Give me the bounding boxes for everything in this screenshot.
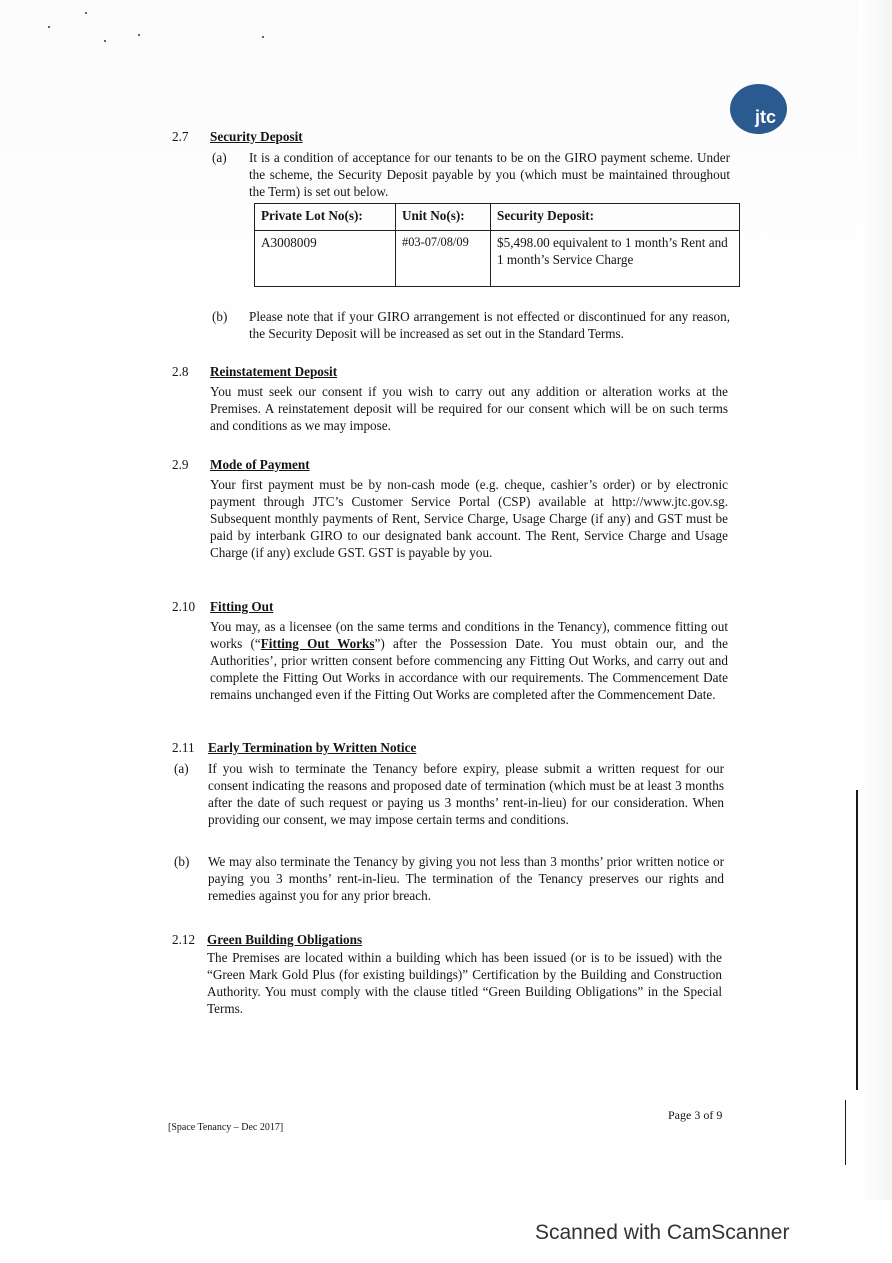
sheet-edge-shadow: [858, 0, 892, 1200]
jtc-logo-text: jtc: [754, 107, 776, 127]
clause-text: Please note that if your GIRO arrangement is not effected or discontinued for any reason, the Security Deposit will be increased as set out in the Standard Terms.: [249, 309, 730, 341]
camscanner-watermark: Scanned with CamScanner: [535, 1221, 790, 1244]
clause-marker: (b): [174, 854, 190, 869]
text-part: You may, as a licensee (on the same terms and conditions in the Tenancy), commence fitting out works (“: [210, 619, 728, 651]
clause-marker: (a): [174, 761, 189, 776]
clause-text: If you wish to terminate the Tenancy before expiry, please submit a written request for our consent indicating the reasons and proposed date of termination (which must be at least 3 months after the date of such request or paying us 3 months’ rent-in-lieu) for our consideration. When providing our consent, we may impose certain terms and conditions.: [208, 761, 724, 827]
section-number: 2.9: [172, 457, 189, 472]
scan-speck: [138, 34, 140, 36]
text-part: ”) after the Possession Date. You must obtain our, and the Authorities’, prior written consent before commencing any Fitting Out Works, and carry out and complete the Fitting Out Works in accordance with our requirements. The Commencement Date remains unchanged even if the Fitting Out Works are completed after the Commencement Date.: [210, 636, 729, 702]
section-heading: Early Termination by Written Notice: [208, 740, 417, 755]
section-heading: Mode of Payment: [210, 457, 310, 472]
defined-term: Fitting Out Works: [260, 636, 375, 651]
table-header-row: [255, 204, 740, 231]
page-number: Page 3 of 9: [668, 1108, 723, 1122]
section-text: You must seek our consent if you wish to carry out any addition or alteration works at the Premises. A reinstatement deposit will be required for our consent which will be on such terms and conditions as we may impose.: [210, 384, 728, 433]
cell-security-deposit: $5,498.00 equivalent to 1 month’s Rent and 1 month’s Service Charge: [491, 231, 740, 287]
document-reference: [Space Tenancy – Dec 2017]: [168, 1122, 284, 1133]
section-heading: Security Deposit: [210, 129, 303, 144]
scan-speck: [85, 12, 87, 14]
header-unit-no: Unit No(s):: [396, 204, 491, 231]
clause-marker: (a): [212, 150, 227, 165]
section-number: 2.7: [172, 129, 189, 144]
section-number: 2.10: [172, 599, 196, 614]
scan-speck: [48, 26, 50, 28]
section-text: [210, 618, 728, 703]
header-private-lot: Private Lot No(s):: [255, 204, 396, 231]
table-row: [255, 231, 740, 287]
jtc-logo: [730, 84, 787, 134]
cell-private-lot: A3008009: [255, 231, 396, 287]
clause-text: We may also terminate the Tenancy by giving you not less than 3 months’ prior written notice or paying you 3 months’ rent-in-lieu. The termination of the Tenancy preserves our rights and remedies against you for any prior breach.: [208, 854, 724, 903]
cell-unit-no: #03-07/08/09: [396, 231, 491, 287]
section-heading: Fitting Out: [210, 599, 274, 614]
section-heading: Reinstatement Deposit: [210, 364, 338, 379]
section-text: The Premises are located within a building which has been issued (or is to be issued) with the “Green Mark Gold Plus (for existing buildings)” Certification by the Building and Construction Authority. You must comply with the clause titled “Green Building Obligations” in the Special Terms.: [207, 950, 722, 1016]
scan-edge-line: [845, 1100, 846, 1165]
section-number: 2.11: [172, 740, 195, 755]
scan-edge-line: [856, 790, 858, 1090]
section-number: 2.8: [172, 364, 189, 379]
scan-speck: [262, 36, 264, 38]
clause-text: It is a condition of acceptance for our tenants to be on the GIRO payment scheme. Under the scheme, the Security Deposit payable by you (which must be maintained throughout the Term) is set out below.: [249, 150, 730, 199]
scan-speck: [104, 40, 106, 42]
section-number: 2.12: [172, 932, 196, 947]
section-heading: Green Building Obligations: [207, 932, 363, 947]
security-deposit-table: [254, 203, 740, 287]
clause-marker: (b): [212, 309, 228, 324]
header-security-deposit: Security Deposit:: [491, 204, 740, 231]
section-text: Your first payment must be by non-cash mode (e.g. cheque, cashier’s order) or by electronic payment through JTC’s Customer Service Portal (CSP) available at http://www.jtc.gov.sg. Subsequent monthly payments of Rent, Service Charge, Usage Charge (if any) and GST must be paid by interbank GIRO to our designated bank account. The Rent, Service Charge and Usage Charge (if any) exclude GST. GST is payable by you.: [210, 477, 728, 560]
